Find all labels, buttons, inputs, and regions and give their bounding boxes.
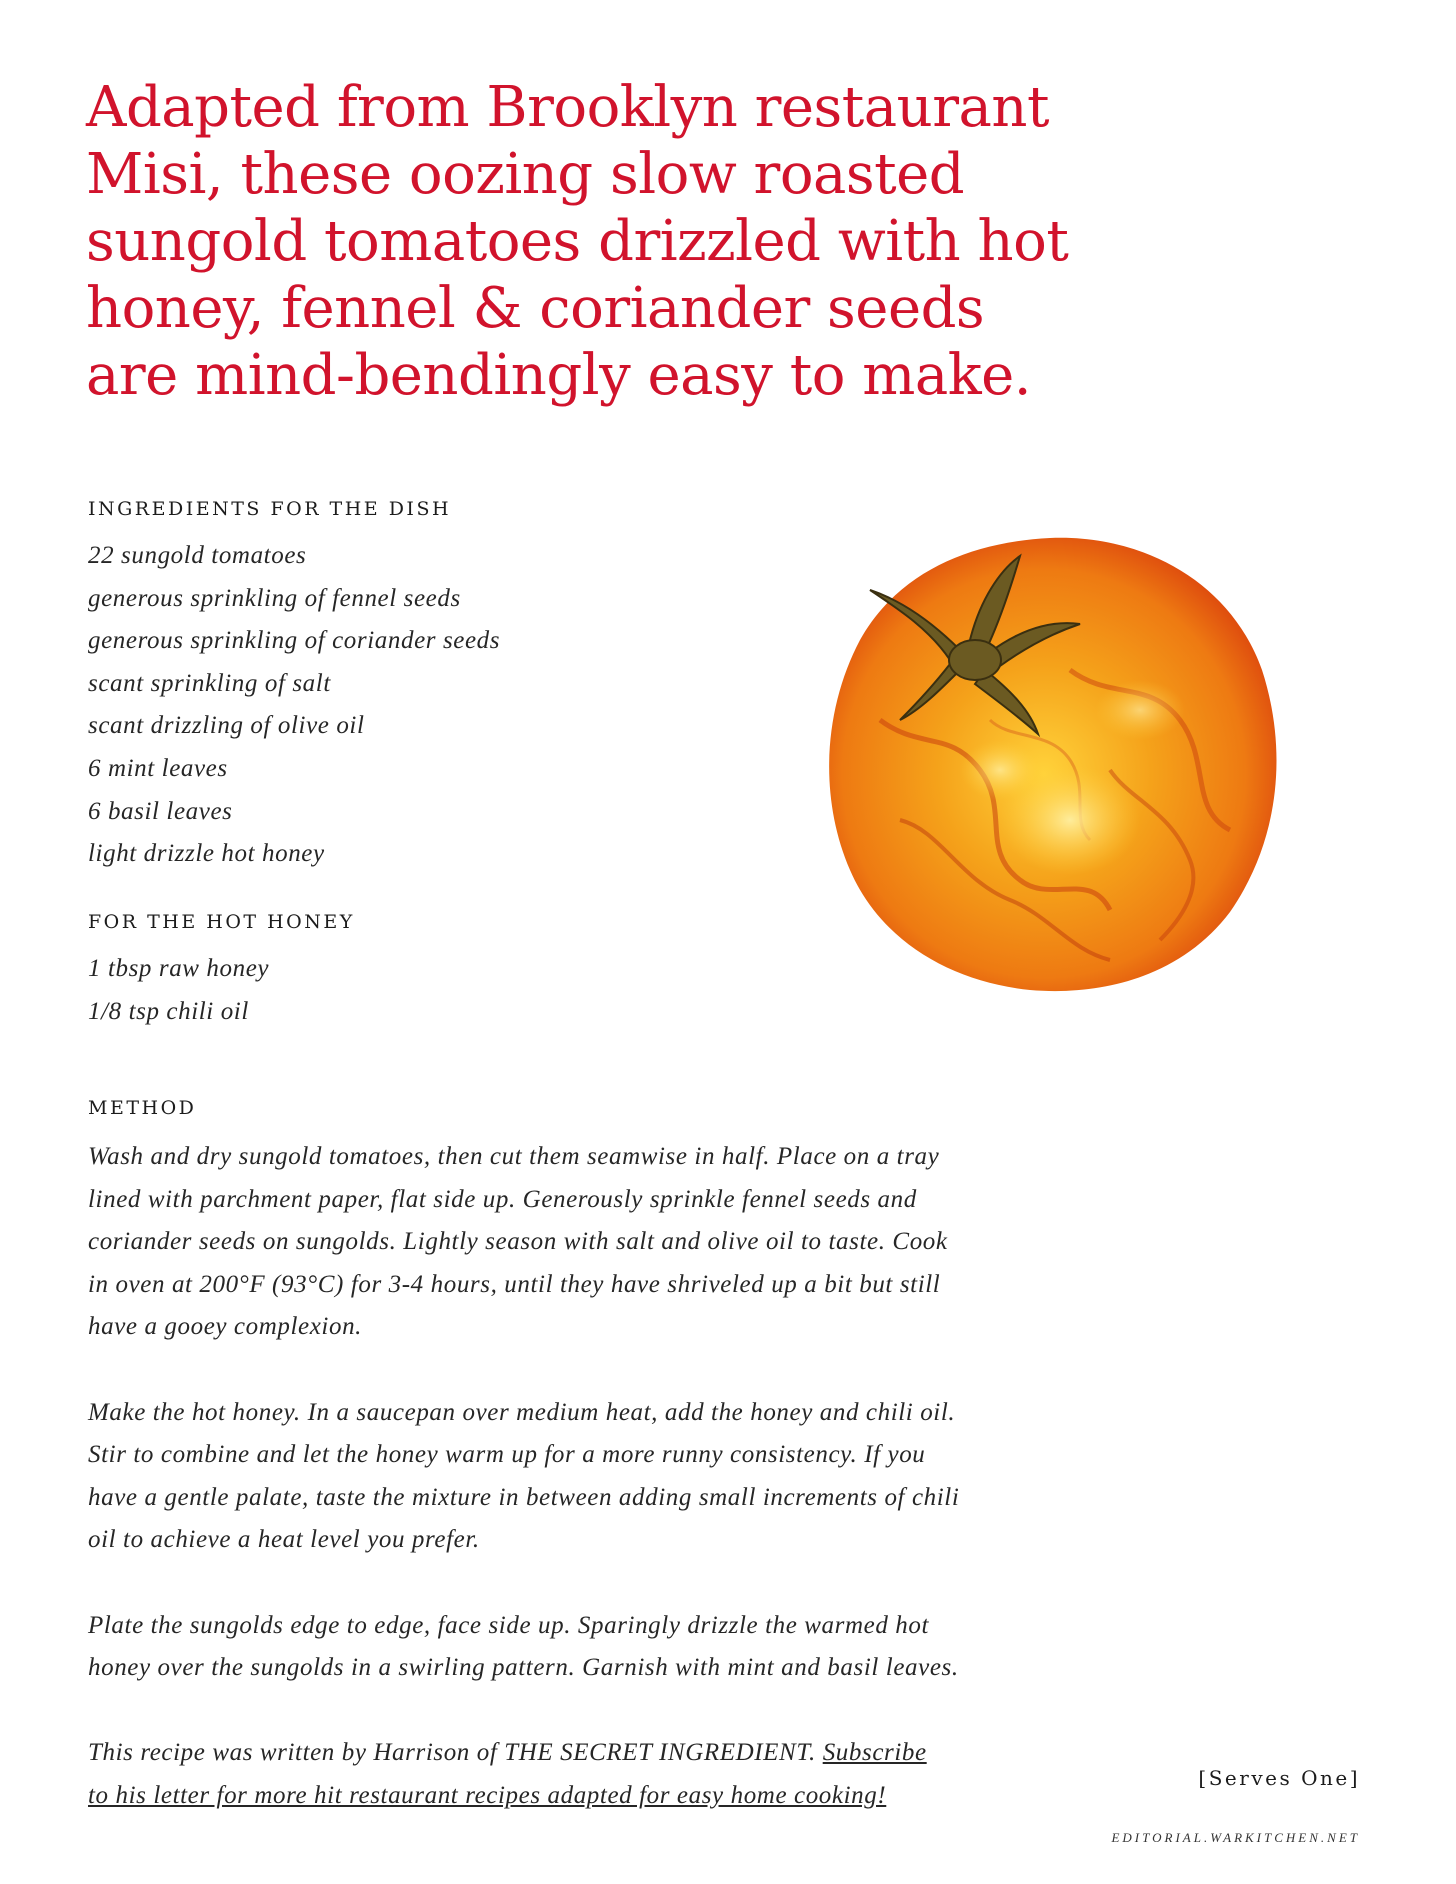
list-item: scant drizzling of olive oil bbox=[88, 712, 365, 740]
ingredients-dish-heading: INGREDIENTS FOR THE DISH bbox=[88, 498, 452, 520]
method-line: Make the hot honey. In a saucepan over medium heat, add the honey and chili oil. bbox=[88, 1398, 956, 1426]
serves-label: [Serves One] bbox=[1198, 1766, 1360, 1790]
credit-paragraph bbox=[88, 1732, 1088, 1817]
method-line: oil to achieve a heat level you prefer. bbox=[88, 1526, 480, 1554]
method-heading: METHOD bbox=[88, 1097, 197, 1119]
method-line: coriander seeds on sungolds. Lightly season with salt and olive oil to taste. Cook bbox=[88, 1228, 948, 1256]
headline-line: are mind-bendingly easy to make. bbox=[86, 343, 1032, 408]
method-line: in oven at 200°F (93°C) for 3-4 hours, until they have shriveled up a bit but still bbox=[88, 1270, 941, 1298]
headline-line: sungold tomatoes drizzled with hot bbox=[86, 209, 1069, 274]
method-line: honey over the sungolds in a swirling pattern. Garnish with mint and basil leaves. bbox=[88, 1654, 959, 1682]
list-item: 1/8 tsp chili oil bbox=[88, 997, 249, 1025]
site-url: EDITORIAL.WARKITCHEN.NET bbox=[1111, 1830, 1360, 1845]
ingredients-dish-list bbox=[88, 535, 500, 876]
method-line: have a gooey complexion. bbox=[88, 1313, 363, 1341]
method-paragraph bbox=[88, 1136, 1088, 1349]
headline-line: Adapted from Brooklyn restaurant bbox=[86, 75, 1049, 140]
method-line: Stir to combine and let the honey warm up for a more runny consistency. If you bbox=[88, 1441, 926, 1469]
method-paragraph bbox=[88, 1392, 1088, 1562]
roasted-tomato-illustration bbox=[810, 520, 1290, 1000]
credit-line bbox=[88, 1775, 1088, 1818]
tomato-highlight bbox=[1095, 680, 1185, 740]
headline-line: Misi, these oozing slow roasted bbox=[86, 142, 965, 207]
credit-line bbox=[88, 1732, 1088, 1775]
method-line: lined with parchment paper, flat side up. Generously sprinkle fennel seeds and bbox=[88, 1185, 917, 1213]
subscribe-link[interactable]: Subscribe bbox=[822, 1739, 927, 1767]
list-item: 22 sungold tomatoes bbox=[88, 542, 307, 569]
credit-text: This recipe was written by Harrison of THE SECRET INGREDIENT. bbox=[88, 1739, 816, 1767]
list-item: light drizzle hot honey bbox=[88, 840, 325, 868]
list-item: generous sprinkling of fennel seeds bbox=[88, 584, 461, 612]
method-line: Plate the sungolds edge to edge, face side up. Sparingly drizzle the warmed hot bbox=[88, 1611, 930, 1639]
tomato-highlight bbox=[960, 740, 1040, 800]
list-item: generous sprinkling of coriander seeds bbox=[88, 627, 501, 655]
ingredients-honey-list bbox=[88, 948, 269, 1033]
list-item: 1 tbsp raw honey bbox=[88, 955, 270, 982]
headline bbox=[86, 74, 1186, 409]
headline-line: honey, fennel & coriander seeds bbox=[86, 276, 985, 341]
list-item: 6 basil leaves bbox=[88, 797, 233, 825]
list-item: scant sprinkling of salt bbox=[88, 669, 331, 697]
method-body bbox=[88, 1136, 1088, 1860]
subscribe-link-continued[interactable]: to his letter for more hit restaurant recipes adapted for easy home cooking! bbox=[88, 1781, 887, 1809]
method-line: Wash and dry sungold tomatoes, then cut them seamwise in half. Place on a tray bbox=[88, 1143, 940, 1170]
ingredients-honey-heading: FOR THE HOT HONEY bbox=[88, 911, 355, 933]
method-line: have a gentle palate, taste the mixture in between adding small increments of chili bbox=[88, 1483, 960, 1511]
list-item: 6 mint leaves bbox=[88, 754, 228, 782]
method-paragraph bbox=[88, 1605, 1088, 1690]
